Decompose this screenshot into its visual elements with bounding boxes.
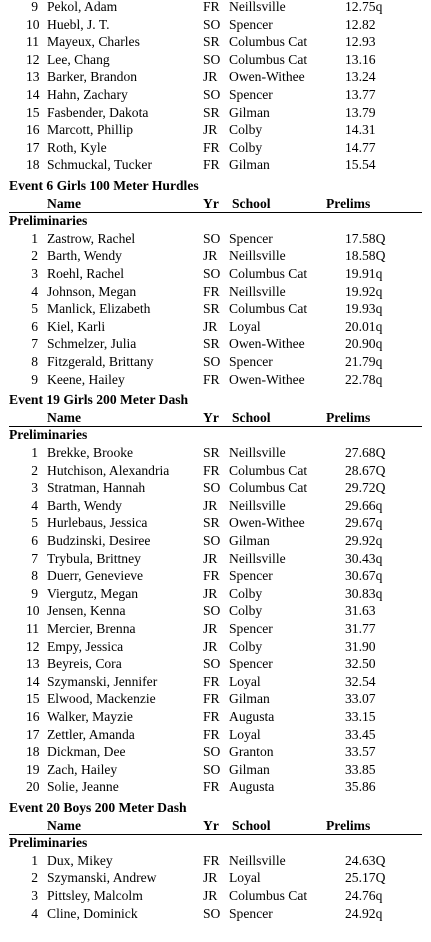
- column-header-year: Yr: [203, 409, 219, 425]
- athlete-name: Schmelzer, Julia: [47, 336, 137, 352]
- athlete-school: Augusta: [229, 779, 275, 795]
- athlete-name: Stratman, Hannah: [47, 480, 146, 496]
- athlete-school: Columbus Cat: [229, 462, 308, 478]
- result-place: 16: [26, 709, 40, 724]
- result-mark: 30.43q: [345, 550, 383, 566]
- athlete-year: JR: [203, 550, 218, 566]
- result-place: 8: [31, 568, 38, 584]
- result-row: [0, 690, 431, 708]
- result-mark: 30.83q: [345, 585, 383, 601]
- athlete-name: Zach, Hailey: [47, 761, 118, 777]
- athlete-school: Columbus Cat: [229, 480, 308, 496]
- athlete-year: JR: [203, 621, 218, 636]
- result-mark: 33.07: [345, 691, 376, 707]
- athlete-year: SO: [203, 480, 221, 496]
- result-row: [0, 638, 431, 656]
- athlete-school: Neillsville: [229, 852, 286, 868]
- athlete-name: Zastrow, Rachel: [47, 230, 136, 246]
- result-row: [0, 532, 431, 550]
- athlete-year: FR: [203, 709, 220, 724]
- athlete-year: FR: [203, 139, 220, 155]
- athlete-year: SR: [203, 515, 220, 531]
- column-header-prelims: Prelims: [326, 409, 371, 425]
- athlete-year: JR: [203, 122, 218, 138]
- result-mark: 12.82: [345, 16, 376, 32]
- column-header-name: Name: [47, 195, 81, 211]
- athlete-year: JR: [203, 888, 218, 903]
- result-place: 20: [26, 779, 40, 795]
- result-mark: 19.93q: [345, 301, 383, 317]
- result-place: 1: [31, 445, 38, 460]
- result-place: 4: [31, 283, 38, 299]
- result-place: 15: [26, 104, 40, 120]
- athlete-school: Columbus Cat: [229, 266, 308, 281]
- result-row: [0, 585, 431, 603]
- result-mark: 13.24: [345, 69, 376, 85]
- result-row: [0, 620, 431, 638]
- athlete-name: Roth, Kyle: [47, 139, 107, 155]
- athlete-name: Hutchison, Alexandria: [47, 462, 170, 478]
- athlete-school: Neillsville: [229, 0, 286, 14]
- athlete-school: Colby: [229, 638, 263, 654]
- result-place: 18: [26, 157, 40, 173]
- athlete-name: Fasbender, Dakota: [47, 104, 149, 120]
- result-row: [0, 139, 431, 157]
- athlete-year: SR: [203, 34, 220, 50]
- athlete-name: Barth, Wendy: [47, 248, 122, 264]
- athlete-school: Neillsville: [229, 283, 286, 299]
- athlete-year: SO: [203, 603, 221, 619]
- athlete-year: JR: [203, 585, 218, 601]
- result-row: [0, 335, 431, 353]
- athlete-year: SR: [203, 445, 220, 460]
- result-place: 9: [31, 585, 38, 601]
- athlete-name: Beyreis, Cora: [47, 656, 122, 672]
- result-row: [0, 300, 431, 318]
- athlete-school: Loyal: [229, 318, 261, 334]
- athlete-name: Elwood, Mackenzie: [47, 691, 156, 707]
- result-place: 6: [31, 318, 38, 334]
- column-header-name: Name: [47, 817, 81, 833]
- athlete-name: Empy, Jessica: [47, 638, 124, 654]
- result-row: [0, 0, 431, 16]
- result-row: [0, 51, 431, 69]
- athlete-school: Loyal: [229, 870, 261, 886]
- column-header-row: [0, 195, 431, 213]
- result-mark: 24.92q: [345, 905, 383, 921]
- athlete-school: Spencer: [229, 656, 273, 672]
- result-row: [0, 743, 431, 761]
- round-label: Preliminaries: [9, 213, 88, 229]
- athlete-year: JR: [203, 318, 218, 334]
- athlete-school: Columbus Cat: [229, 888, 308, 903]
- athlete-name: Zettler, Amanda: [47, 726, 135, 742]
- athlete-year: FR: [203, 157, 220, 173]
- column-header-year: Yr: [203, 195, 219, 211]
- result-place: 3: [31, 888, 38, 903]
- result-mark: 19.91q: [345, 266, 383, 281]
- athlete-year: SR: [203, 301, 220, 317]
- result-place: 18: [26, 744, 40, 760]
- result-row: [0, 318, 431, 336]
- column-header-name: Name: [47, 409, 81, 425]
- athlete-year: SO: [203, 744, 221, 760]
- athlete-name: Marcott, Phillip: [47, 122, 134, 138]
- athlete-name: Trybula, Brittney: [47, 550, 141, 566]
- event-title: Event 6 Girls 100 Meter Hurdles: [9, 178, 199, 193]
- result-place: 4: [31, 497, 38, 513]
- result-row: [0, 673, 431, 691]
- athlete-school: Owen-Withee: [229, 371, 305, 387]
- result-row: [0, 497, 431, 515]
- athlete-year: SO: [203, 656, 221, 672]
- athlete-year: FR: [203, 779, 220, 795]
- event-title-row: [0, 177, 431, 195]
- result-row: [0, 104, 431, 122]
- athlete-year: FR: [203, 726, 220, 742]
- result-mark: 12.93: [345, 34, 376, 50]
- column-header-school: School: [232, 817, 271, 833]
- athlete-name: Viergutz, Megan: [47, 585, 139, 601]
- athlete-year: SO: [203, 16, 221, 32]
- result-place: 3: [31, 480, 38, 496]
- result-mark: 35.86: [345, 779, 376, 795]
- result-place: 9: [31, 371, 38, 387]
- athlete-school: Owen-Withee: [229, 336, 305, 352]
- athlete-name: Walker, Mayzie: [47, 709, 133, 724]
- athlete-year: SO: [203, 87, 221, 102]
- athlete-year: SR: [203, 336, 220, 352]
- result-mark: 20.01q: [345, 318, 383, 334]
- result-mark: 32.54: [345, 673, 376, 689]
- column-header-row: [0, 409, 431, 427]
- result-mark: 24.76q: [345, 888, 383, 903]
- result-mark: 18.58Q: [345, 248, 386, 264]
- round-label-row: [0, 834, 431, 852]
- result-mark: 31.77: [345, 621, 376, 636]
- result-mark: 32.50: [345, 656, 376, 672]
- result-row: [0, 905, 431, 923]
- athlete-name: Mayeux, Charles: [47, 34, 140, 50]
- column-header-prelims: Prelims: [326, 817, 371, 833]
- result-mark: 19.92q: [345, 283, 383, 299]
- result-place: 16: [26, 122, 40, 138]
- athlete-school: Granton: [229, 744, 274, 760]
- result-place: 13: [26, 69, 40, 85]
- result-mark: 13.79: [345, 104, 376, 120]
- athlete-name: Roehl, Rachel: [47, 266, 125, 281]
- event-title: Event 19 Girls 200 Meter Dash: [9, 392, 189, 408]
- result-place: 3: [31, 266, 38, 281]
- athlete-school: Gilman: [229, 157, 270, 173]
- result-row: [0, 371, 431, 389]
- athlete-school: Spencer: [229, 905, 273, 921]
- athlete-school: Spencer: [229, 568, 273, 584]
- result-row: [0, 726, 431, 744]
- result-place: 10: [26, 16, 40, 32]
- athlete-school: Augusta: [229, 709, 275, 724]
- athlete-school: Gilman: [229, 533, 270, 548]
- athlete-name: Dickman, Dee: [47, 744, 126, 760]
- round-label-row: [0, 426, 431, 444]
- athlete-year: SO: [203, 266, 221, 281]
- athlete-school: Spencer: [229, 354, 273, 369]
- athlete-year: FR: [203, 371, 220, 387]
- athlete-school: Owen-Withee: [229, 515, 305, 531]
- result-row: [0, 655, 431, 673]
- athlete-year: FR: [203, 462, 220, 478]
- result-mark: 31.90: [345, 638, 376, 654]
- athlete-name: Manlick, Elizabeth: [47, 301, 151, 317]
- column-header-prelims: Prelims: [326, 195, 371, 211]
- result-place: 10: [26, 603, 40, 619]
- result-place: 9: [31, 0, 38, 14]
- result-place: 11: [26, 621, 40, 636]
- athlete-school: Columbus Cat: [229, 301, 308, 317]
- result-mark: 29.92q: [345, 533, 383, 548]
- athlete-year: FR: [203, 283, 220, 299]
- round-label-row: [0, 212, 431, 230]
- athlete-name: Mercier, Brenna: [47, 621, 136, 636]
- athlete-year: SO: [203, 51, 221, 67]
- result-place: 12: [26, 638, 40, 654]
- athlete-name: Pittsley, Malcolm: [47, 888, 143, 903]
- result-mark: 33.57: [345, 744, 376, 760]
- athlete-school: Spencer: [229, 230, 273, 246]
- athlete-name: Barker, Brandon: [47, 69, 138, 85]
- result-place: 2: [31, 248, 38, 264]
- result-mark: 31.63: [345, 603, 376, 619]
- round-label: Preliminaries: [9, 427, 88, 443]
- athlete-year: SR: [203, 104, 220, 120]
- athlete-year: SO: [203, 905, 221, 921]
- result-mark: 14.31: [345, 122, 376, 138]
- athlete-school: Columbus Cat: [229, 51, 308, 67]
- result-place: 6: [31, 533, 38, 548]
- athlete-name: Solie, Jeanne: [47, 779, 119, 795]
- athlete-year: FR: [203, 852, 220, 868]
- result-row: [0, 550, 431, 568]
- result-place: 15: [26, 691, 40, 707]
- athlete-year: SO: [203, 230, 221, 246]
- result-place: 5: [31, 301, 38, 317]
- result-row: [0, 68, 431, 86]
- result-row: [0, 887, 431, 905]
- athlete-name: Szymanski, Jennifer: [47, 673, 158, 689]
- result-row: [0, 353, 431, 371]
- athlete-school: Colby: [229, 139, 263, 155]
- athlete-name: Brekke, Brooke: [47, 445, 134, 460]
- athlete-school: Loyal: [229, 726, 261, 742]
- athlete-year: FR: [203, 673, 220, 689]
- athlete-name: Cline, Dominick: [47, 905, 138, 921]
- result-row: [0, 567, 431, 585]
- athlete-year: JR: [203, 870, 218, 886]
- result-mark: 15.54: [345, 157, 376, 173]
- result-row: [0, 156, 431, 174]
- column-header-row: [0, 817, 431, 835]
- result-row: [0, 265, 431, 283]
- athlete-name: Jensen, Kenna: [47, 603, 126, 619]
- athlete-school: Loyal: [229, 673, 261, 689]
- result-place: 14: [26, 87, 40, 102]
- result-mark: 25.17Q: [345, 870, 386, 886]
- result-place: 11: [26, 34, 40, 50]
- result-mark: 29.66q: [345, 497, 383, 513]
- athlete-year: SO: [203, 533, 221, 548]
- athlete-name: Schmuckal, Tucker: [47, 157, 152, 173]
- athlete-name: Hahn, Zachary: [47, 87, 128, 102]
- result-row: [0, 869, 431, 887]
- result-place: 19: [26, 761, 40, 777]
- result-row: [0, 462, 431, 480]
- athlete-name: Szymanski, Andrew: [47, 870, 157, 886]
- athlete-name: Johnson, Megan: [47, 283, 137, 299]
- result-row: [0, 33, 431, 51]
- result-row: [0, 121, 431, 139]
- result-row: [0, 283, 431, 301]
- result-place: 12: [26, 51, 40, 67]
- athlete-year: JR: [203, 638, 218, 654]
- result-mark: 21.79q: [345, 354, 383, 369]
- result-mark: 29.72Q: [345, 480, 386, 496]
- result-row: [0, 16, 431, 34]
- athlete-school: Colby: [229, 585, 263, 601]
- result-row: [0, 230, 431, 248]
- athlete-school: Neillsville: [229, 445, 286, 460]
- athlete-school: Gilman: [229, 761, 270, 777]
- result-place: 13: [26, 656, 40, 672]
- result-place: 1: [31, 852, 38, 868]
- result-place: 17: [26, 726, 40, 742]
- athlete-school: Neillsville: [229, 550, 286, 566]
- result-row: [0, 247, 431, 265]
- column-header-year: Yr: [203, 817, 219, 833]
- athlete-school: Gilman: [229, 691, 270, 707]
- result-row: [0, 444, 431, 462]
- athlete-year: JR: [203, 69, 218, 85]
- athlete-name: Kiel, Karli: [47, 318, 106, 334]
- result-mark: 28.67Q: [345, 462, 386, 478]
- athlete-name: Dux, Mikey: [47, 852, 113, 868]
- result-place: 17: [26, 139, 40, 155]
- athlete-name: Barth, Wendy: [47, 497, 122, 513]
- result-mark: 33.15: [345, 709, 376, 724]
- result-mark: 33.45: [345, 726, 376, 742]
- athlete-school: Owen-Withee: [229, 69, 305, 85]
- athlete-name: Pekol, Adam: [47, 0, 118, 14]
- result-row: [0, 514, 431, 532]
- result-mark: 14.77: [345, 139, 376, 155]
- result-row: [0, 852, 431, 870]
- result-mark: 30.67q: [345, 568, 383, 584]
- athlete-school: Colby: [229, 603, 263, 619]
- result-place: 2: [31, 870, 38, 886]
- athlete-school: Columbus Cat: [229, 34, 308, 50]
- athlete-school: Colby: [229, 122, 263, 138]
- result-mark: 27.68Q: [345, 445, 386, 460]
- result-place: 7: [31, 550, 38, 566]
- athlete-name: Hurlebaus, Jessica: [47, 515, 148, 531]
- result-place: 5: [31, 515, 38, 531]
- result-mark: 29.67q: [345, 515, 383, 531]
- result-mark: 13.77: [345, 87, 376, 102]
- result-row: [0, 708, 431, 726]
- athlete-year: JR: [203, 248, 218, 264]
- event-title: Event 20 Boys 200 Meter Dash: [9, 800, 187, 815]
- athlete-school: Gilman: [229, 104, 270, 120]
- athlete-school: Spencer: [229, 16, 273, 32]
- result-mark: 12.75q: [345, 0, 383, 14]
- athlete-school: Neillsville: [229, 248, 286, 264]
- athlete-school: Spencer: [229, 87, 273, 102]
- result-place: 8: [31, 354, 38, 369]
- athlete-name: Budzinski, Desiree: [47, 533, 151, 548]
- athlete-name: Huebl, J. T.: [47, 16, 110, 32]
- result-row: [0, 479, 431, 497]
- athlete-year: SO: [203, 354, 221, 369]
- result-mark: 17.58Q: [345, 230, 386, 246]
- event-title-row: [0, 391, 431, 409]
- result-mark: 20.90q: [345, 336, 383, 352]
- athlete-school: Neillsville: [229, 497, 286, 513]
- athlete-year: FR: [203, 0, 220, 14]
- result-place: 14: [26, 673, 40, 689]
- result-place: 2: [31, 462, 38, 478]
- result-place: 7: [31, 336, 38, 352]
- result-place: 1: [31, 230, 38, 246]
- result-mark: 24.63Q: [345, 852, 386, 868]
- result-mark: 33.85: [345, 761, 376, 777]
- round-label: Preliminaries: [9, 835, 88, 851]
- result-row: [0, 761, 431, 779]
- event-title-row: [0, 799, 431, 817]
- athlete-name: Fitzgerald, Brittany: [47, 354, 154, 369]
- athlete-name: Duerr, Genevieve: [47, 568, 144, 584]
- result-mark: 22.78q: [345, 371, 383, 387]
- column-header-school: School: [232, 409, 271, 425]
- result-row: [0, 778, 431, 796]
- athlete-year: FR: [203, 691, 220, 707]
- result-row: [0, 602, 431, 620]
- athlete-name: Keene, Hailey: [47, 371, 125, 387]
- result-mark: 13.16: [345, 51, 376, 67]
- athlete-school: Spencer: [229, 621, 273, 636]
- result-row: [0, 86, 431, 104]
- athlete-year: JR: [203, 497, 218, 513]
- result-place: 4: [31, 905, 38, 921]
- athlete-name: Lee, Chang: [47, 51, 110, 67]
- athlete-year: SO: [203, 761, 221, 777]
- column-header-school: School: [232, 195, 271, 211]
- athlete-year: FR: [203, 568, 220, 584]
